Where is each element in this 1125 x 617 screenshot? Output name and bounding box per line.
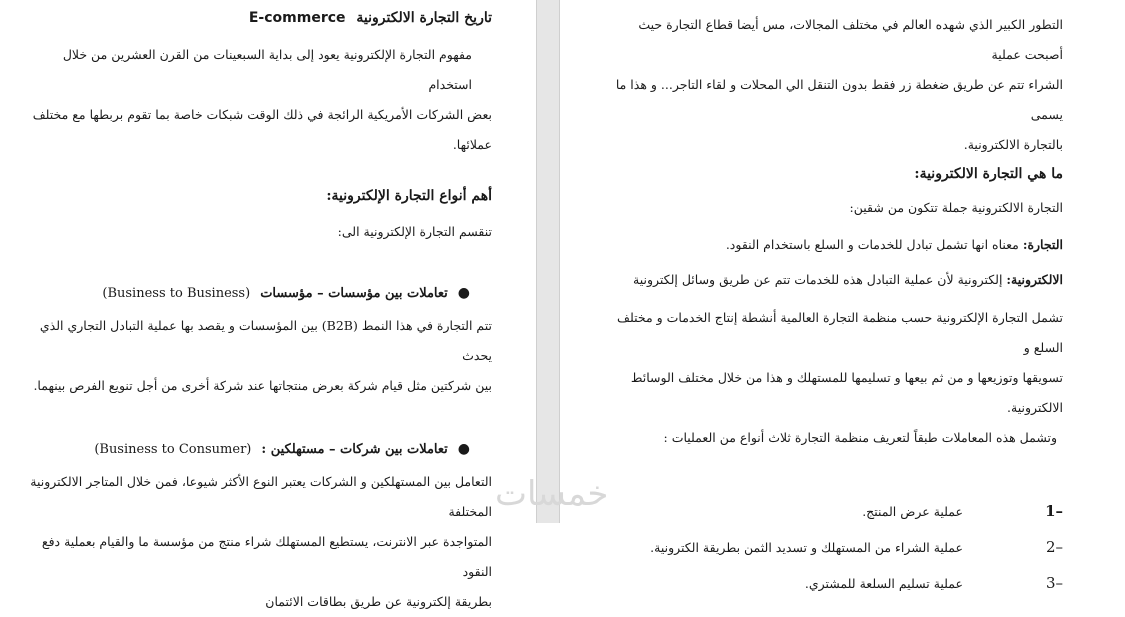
paragraph-line: الالكترونية.	[1007, 400, 1063, 415]
bullet-dot-icon: ●	[457, 441, 470, 457]
paragraph-line: بعض الشركات الأمريكية الرائجة في ذلك الوقت شبكات خاصة بما تقوم بربطها مع مختلف	[32, 107, 492, 122]
definition-trade	[600, 231, 1063, 258]
paragraph-line: بين شركتين مثل قيام شركة بعرض منتجاتها عند شركة أخرى من أجل تنويع الفرص بينهما.	[33, 378, 492, 393]
title-english: E-commerce	[248, 10, 346, 26]
paragraph-line: التطور الكبير الذي شهده العالم في مختلف المجالات، مس أيضا قطاع التجارة حيث أصبحت عملية	[638, 17, 1063, 62]
paragraph-line: تسويقها وتوزيعها و من ثم بيعها و تسليمها للمستهلك و هذا من خلال مختلف الوسائط	[630, 370, 1063, 385]
definition-text: إلكترونية لأن عملية التبادل هذه للخدمات تتم عن طريق وسائل إلكترونية	[633, 272, 1007, 287]
list-number: –2	[1045, 538, 1063, 556]
bullet-label-arabic: تعاملات بين مؤسسات – مؤسسات	[260, 285, 448, 301]
list-text: عملية الشراء من المستهلك و تسديد الثمن بطريقة الكترونية.	[650, 539, 963, 555]
paragraph-line: مفهوم التجارة الإلكترونية يعود إلى بداية السبعينات من القرن العشرين من خلال استخدام	[62, 47, 472, 92]
paragraph-line: عملائها.	[452, 137, 492, 152]
document-page-right	[560, 0, 1125, 592]
watermark-logo: خمسات	[495, 474, 609, 514]
document-page-left	[0, 0, 536, 609]
list-text: عملية تسليم السلعة للمشتري.	[804, 575, 963, 591]
paragraph-line: التعامل بين المستهلكين و الشركات يعتبر النوع الأكثر شيوعا، فمن خلال المتاجر الالكترونية المختلفة	[30, 474, 492, 519]
paragraph-line: بطريقة إلكترونية عن طريق بطاقات الائتمان	[265, 594, 492, 609]
list-number: –1	[1045, 502, 1063, 520]
list-item	[600, 529, 1063, 565]
heading-what-is: ما هي التجارة الالكترونية:	[914, 166, 1063, 182]
list-text: عملية عرض المنتج.	[862, 503, 963, 519]
bullet-b2c	[30, 441, 470, 457]
paragraph-line: وتشمل هذه المعاملات طبقاً لتعريف منظمة التجارة ثلاث أنواع من العمليات :	[663, 430, 1057, 445]
paragraph-line: بالتجارة الالكترونية.	[963, 137, 1063, 152]
definition-term: الالكترونية:	[1006, 272, 1063, 287]
paragraph-line: تتم التجارة في هذا النمط (B2B) بين المؤسسات و يقصد بها عملية التبادل التجاري الذي يحدث	[39, 318, 492, 363]
page-gutter	[536, 0, 560, 523]
definition-electronic	[600, 266, 1063, 293]
paragraph-line: الشراء تتم عن طريق ضغطة زر فقط بدون التنقل الي المحلات و لقاء التاجر... و هذا ما يسمى	[615, 77, 1063, 122]
paragraph-line: تشمل التجارة الإلكترونية حسب منظمة التجارة العالمية أنشطة إنتاج الخدمات و مختلف السلع و	[617, 310, 1063, 355]
bullet-dot-icon: ●	[457, 285, 470, 301]
list-item	[600, 565, 1063, 601]
bullet-label-english: (Business to Business)	[102, 285, 251, 301]
list-item	[600, 493, 1063, 529]
paragraph-line: المتواجدة عبر الانترنت، يستطيع المستهلك شراء منتج من مؤسسة ما والقيام بعملية دفع النقود	[41, 534, 492, 579]
list-number: –3	[1045, 574, 1063, 592]
bullet-label-arabic: تعاملات بين شركات – مستهلكين :	[261, 441, 448, 457]
heading-types: أهم أنواع التجارة الإلكترونية:	[326, 188, 492, 204]
bullet-b2b	[30, 285, 470, 301]
definition-text: معناه انها تشمل تبادل للخدمات و السلع باستخدام النقود.	[725, 237, 1023, 252]
paragraph-line: التجارة الالكترونية جملة تتكون من شقين:	[849, 200, 1063, 215]
section-title-history	[30, 10, 492, 26]
definition-term: التجارة:	[1022, 237, 1063, 252]
bullet-label-english: (Business to Consumer)	[94, 441, 252, 457]
paragraph-line: تنقسم التجارة الإلكترونية الى:	[337, 224, 492, 239]
title-arabic: تاريخ التجارة الالكترونية	[356, 10, 492, 26]
